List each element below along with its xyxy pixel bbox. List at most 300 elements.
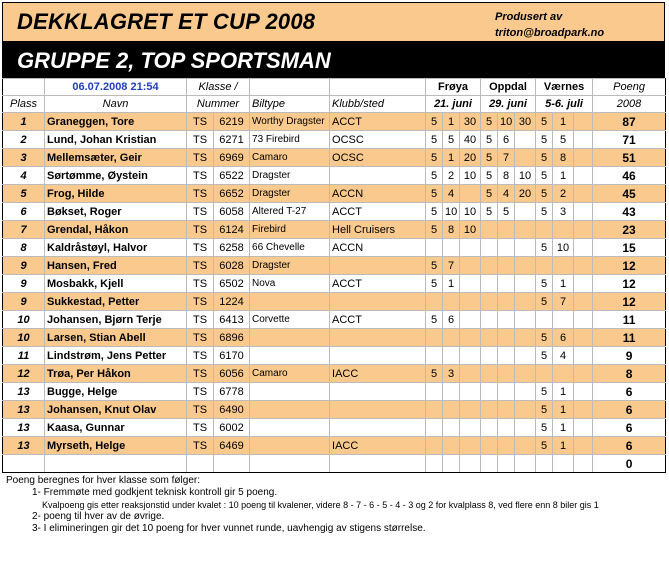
cell-e3-2 xyxy=(574,131,593,149)
cell-e1-2 xyxy=(460,185,481,203)
cell-e3-1: 8 xyxy=(553,149,574,167)
cell-e2-1 xyxy=(498,383,515,401)
cell-e1-0 xyxy=(426,347,443,365)
cell-navn: Larsen, Stian Abell xyxy=(45,329,187,347)
cell-klubb: Hell Cruisers xyxy=(330,221,426,239)
cell-klasse: TS xyxy=(187,347,214,365)
cell-plass: 13 xyxy=(3,401,45,419)
cell-nummer: 6271 xyxy=(214,131,250,149)
cell-e2-2 xyxy=(515,203,536,221)
cell-nummer: 6652 xyxy=(214,185,250,203)
cell-biltype: Firebird xyxy=(250,221,330,239)
cell-klubb: ACCT xyxy=(330,203,426,221)
cell-klubb xyxy=(330,455,426,473)
cell-nummer: 6413 xyxy=(214,311,250,329)
cell-e1-0: 5 xyxy=(426,275,443,293)
cell-klubb: ACCT xyxy=(330,311,426,329)
cell-e3-2 xyxy=(574,185,593,203)
cell-klubb xyxy=(330,383,426,401)
cell-e3-1: 5 xyxy=(553,131,574,149)
cell-e2-0: 5 xyxy=(481,149,498,167)
cell-navn: Trøa, Per Håkon xyxy=(45,365,187,383)
cell-e3-2 xyxy=(574,365,593,383)
cell-e3-0: 5 xyxy=(536,437,553,455)
cell-klasse: TS xyxy=(187,311,214,329)
cell-klasse: TS xyxy=(187,365,214,383)
cell-nummer: 6058 xyxy=(214,203,250,221)
cell-e2-0 xyxy=(481,401,498,419)
cell-e3-1: 6 xyxy=(553,329,574,347)
cell-e2-2 xyxy=(515,239,536,257)
cell-e3-0: 5 xyxy=(536,113,553,131)
cell-e2-0: 5 xyxy=(481,131,498,149)
cell-e2-2 xyxy=(515,149,536,167)
cell-e1-0: 5 xyxy=(426,167,443,185)
cell-navn: Mosbakk, Kjell xyxy=(45,275,187,293)
cell-poeng: 6 xyxy=(593,383,666,401)
cell-e3-0: 5 xyxy=(536,419,553,437)
cell-e2-1 xyxy=(498,329,515,347)
cell-klubb xyxy=(330,293,426,311)
cell-e3-1 xyxy=(553,365,574,383)
cell-e3-0 xyxy=(536,257,553,275)
cell-e2-2 xyxy=(515,311,536,329)
table-row xyxy=(3,437,666,455)
cell-e2-1 xyxy=(498,419,515,437)
cell-e2-2: 10 xyxy=(515,167,536,185)
cell-e3-2 xyxy=(574,329,593,347)
cell-e1-2 xyxy=(460,419,481,437)
cell-klasse: TS xyxy=(187,257,214,275)
cell-e1-0 xyxy=(426,383,443,401)
page-title: DEKKLAGRET ET CUP 2008 xyxy=(17,9,316,34)
cell-e3-1: 1 xyxy=(553,437,574,455)
cell-e3-0: 5 xyxy=(536,347,553,365)
cell-e1-1: 5 xyxy=(443,131,460,149)
cell-poeng: 9 xyxy=(593,347,666,365)
cell-plass: 10 xyxy=(3,311,45,329)
cell-e1-2 xyxy=(460,311,481,329)
cell-e3-2 xyxy=(574,203,593,221)
cell-biltype xyxy=(250,419,330,437)
cell-navn xyxy=(45,455,187,473)
cell-biltype xyxy=(250,293,330,311)
cell-biltype xyxy=(250,347,330,365)
cell-e1-0 xyxy=(426,419,443,437)
cell-e3-0: 5 xyxy=(536,293,553,311)
table-row xyxy=(3,293,666,311)
cell-e3-1: 7 xyxy=(553,293,574,311)
cell-e1-2 xyxy=(460,455,481,473)
cell-e2-0 xyxy=(481,383,498,401)
cell-e3-1: 3 xyxy=(553,203,574,221)
cell-plass: 6 xyxy=(3,203,45,221)
cell-navn: Kaldråstøyl, Halvor xyxy=(45,239,187,257)
cell-e3-2 xyxy=(574,221,593,239)
cell-e3-0: 5 xyxy=(536,329,553,347)
cell-e2-1: 4 xyxy=(498,185,515,203)
cell-e1-0: 5 xyxy=(426,365,443,383)
group-title: GRUPPE 2, TOP SPORTSMAN xyxy=(17,48,331,73)
cell-klasse: TS xyxy=(187,203,214,221)
cell-e2-0 xyxy=(481,257,498,275)
cell-e3-2 xyxy=(574,401,593,419)
cell-plass: 1 xyxy=(3,113,45,131)
cell-poeng: 6 xyxy=(593,437,666,455)
cell-e2-1: 6 xyxy=(498,131,515,149)
cell-e2-2 xyxy=(515,383,536,401)
cell-klasse: TS xyxy=(187,167,214,185)
cell-e3-0 xyxy=(536,221,553,239)
cell-e1-1: 6 xyxy=(443,311,460,329)
cell-e3-1: 10 xyxy=(553,239,574,257)
cell-plass: 12 xyxy=(3,365,45,383)
cell-e2-2 xyxy=(515,131,536,149)
cell-poeng: 12 xyxy=(593,275,666,293)
cell-e3-2 xyxy=(574,239,593,257)
table-row xyxy=(3,167,666,185)
cell-e2-1 xyxy=(498,347,515,365)
scoring-notes xyxy=(6,475,599,535)
cell-klasse: TS xyxy=(187,149,214,167)
cell-e2-1 xyxy=(498,275,515,293)
cell-e1-0: 5 xyxy=(426,311,443,329)
table-row xyxy=(3,113,666,131)
cell-navn: Grendal, Håkon xyxy=(45,221,187,239)
cell-nummer: 6124 xyxy=(214,221,250,239)
cell-klasse: TS xyxy=(187,293,214,311)
cell-e2-1 xyxy=(498,401,515,419)
cell-e2-2 xyxy=(515,275,536,293)
cell-e1-1: 4 xyxy=(443,185,460,203)
cell-navn: Sørtømme, Øystein xyxy=(45,167,187,185)
cell-nummer: 6002 xyxy=(214,419,250,437)
cell-e2-0 xyxy=(481,239,498,257)
column-klasse: Klasse / xyxy=(187,79,250,96)
cell-e1-1 xyxy=(443,383,460,401)
cell-navn: Lindstrøm, Jens Petter xyxy=(45,347,187,365)
cell-e3-0 xyxy=(536,455,553,473)
column-nummer: Nummer xyxy=(187,96,250,113)
cell-klubb: OCSC xyxy=(330,149,426,167)
cell-e3-0: 5 xyxy=(536,239,553,257)
cell-e2-2 xyxy=(515,365,536,383)
cell-klasse: TS xyxy=(187,113,214,131)
cell-biltype: 66 Chevelle xyxy=(250,239,330,257)
cell-e3-2 xyxy=(574,347,593,365)
table-row xyxy=(3,383,666,401)
cell-klasse: TS xyxy=(187,185,214,203)
cell-e2-2 xyxy=(515,257,536,275)
cell-e2-1: 7 xyxy=(498,149,515,167)
cell-e1-1 xyxy=(443,293,460,311)
cell-nummer: 6258 xyxy=(214,239,250,257)
cell-navn: Bøkset, Roger xyxy=(45,203,187,221)
cell-poeng: 12 xyxy=(593,257,666,275)
cell-klasse: TS xyxy=(187,383,214,401)
event-froya: Frøya xyxy=(426,79,481,96)
cell-e1-0 xyxy=(426,455,443,473)
cell-klubb xyxy=(330,167,426,185)
cell-poeng: 43 xyxy=(593,203,666,221)
cell-e2-0 xyxy=(481,437,498,455)
column-poeng: Poeng xyxy=(593,79,666,96)
cell-klubb: ACCN xyxy=(330,239,426,257)
table-row xyxy=(3,311,666,329)
cell-navn: Hansen, Fred xyxy=(45,257,187,275)
cell-e1-1 xyxy=(443,455,460,473)
cell-e1-2 xyxy=(460,401,481,419)
cell-e2-1 xyxy=(498,311,515,329)
cell-e3-0: 5 xyxy=(536,383,553,401)
table-row xyxy=(3,365,666,383)
cell-e2-1 xyxy=(498,437,515,455)
cell-plass: 9 xyxy=(3,257,45,275)
cell-nummer: 6170 xyxy=(214,347,250,365)
cell-navn: Johansen, Bjørn Terje xyxy=(45,311,187,329)
cell-e2-2 xyxy=(515,293,536,311)
cell-navn: Myrseth, Helge xyxy=(45,437,187,455)
cell-e1-1 xyxy=(443,419,460,437)
cell-biltype: Dragster xyxy=(250,167,330,185)
column-klubb: Klubb/sted xyxy=(330,96,426,113)
cell-e2-2 xyxy=(515,437,536,455)
cell-e3-0: 5 xyxy=(536,203,553,221)
cell-e3-2 xyxy=(574,149,593,167)
producer-credit xyxy=(495,9,604,41)
cell-e3-2 xyxy=(574,383,593,401)
cell-klubb: ACCT xyxy=(330,113,426,131)
cell-e2-2 xyxy=(515,221,536,239)
note-1-detail: Kvalpoeng gis etter reaksjonstid under kvalet : 10 poeng til kvalener, videre 8 - 7 - 6 - 5 - 4 - 3 og 2 for kvalplass 8, ved flere enn 8 biler gis 1 xyxy=(42,500,599,510)
note-2: 2- poeng til hver av de øvrige. xyxy=(32,511,165,522)
cell-e1-1: 10 xyxy=(443,203,460,221)
cell-e1-0 xyxy=(426,293,443,311)
cell-e3-2 xyxy=(574,167,593,185)
cell-klubb xyxy=(330,329,426,347)
cell-e2-2 xyxy=(515,401,536,419)
cell-plass xyxy=(3,455,45,473)
cell-e2-2: 20 xyxy=(515,185,536,203)
cell-e1-0: 5 xyxy=(426,131,443,149)
cell-e1-2: 30 xyxy=(460,113,481,131)
cell-biltype: Camaro xyxy=(250,365,330,383)
cell-klasse: TS xyxy=(187,401,214,419)
cell-klubb xyxy=(330,347,426,365)
cell-plass: 10 xyxy=(3,329,45,347)
cell-plass: 4 xyxy=(3,167,45,185)
cell-e2-1 xyxy=(498,221,515,239)
cell-e2-2 xyxy=(515,329,536,347)
cell-e1-1 xyxy=(443,239,460,257)
cell-e1-0: 5 xyxy=(426,185,443,203)
event-oppdal: Oppdal xyxy=(481,79,536,96)
cell-e1-2 xyxy=(460,347,481,365)
cell-plass: 11 xyxy=(3,347,45,365)
cell-e2-0 xyxy=(481,275,498,293)
cell-poeng: 45 xyxy=(593,185,666,203)
cell-nummer: 6778 xyxy=(214,383,250,401)
cell-e3-1: 1 xyxy=(553,419,574,437)
cell-biltype: Camaro xyxy=(250,149,330,167)
cell-poeng: 6 xyxy=(593,419,666,437)
cell-e2-0 xyxy=(481,455,498,473)
cell-poeng: 23 xyxy=(593,221,666,239)
table-row xyxy=(3,455,666,473)
cell-e3-1: 1 xyxy=(553,383,574,401)
cell-nummer: 6896 xyxy=(214,329,250,347)
cell-e2-0 xyxy=(481,221,498,239)
cell-e2-2: 30 xyxy=(515,113,536,131)
cell-klubb: ACCT xyxy=(330,275,426,293)
cell-e3-1: 4 xyxy=(553,347,574,365)
cell-e1-2 xyxy=(460,275,481,293)
cell-e1-1: 1 xyxy=(443,149,460,167)
cell-klasse: TS xyxy=(187,419,214,437)
cell-e3-0: 5 xyxy=(536,149,553,167)
cell-poeng: 11 xyxy=(593,311,666,329)
cell-klubb: ACCN xyxy=(330,185,426,203)
cell-klasse: TS xyxy=(187,221,214,239)
cell-klasse: TS xyxy=(187,329,214,347)
cell-e2-1 xyxy=(498,293,515,311)
cell-biltype xyxy=(250,329,330,347)
cell-e2-0: 5 xyxy=(481,113,498,131)
cell-klasse: TS xyxy=(187,131,214,149)
cell-e2-0: 5 xyxy=(481,203,498,221)
report-date: 06.07.2008 21:54 xyxy=(45,79,187,96)
table-row xyxy=(3,275,666,293)
note-3: 3- I elimineringen gir det 10 poeng for hver vunnet runde, uavhengig av stigens størrelse. xyxy=(32,523,426,534)
cell-biltype: Altered T-27 xyxy=(250,203,330,221)
cell-e1-2 xyxy=(460,365,481,383)
cell-e3-1 xyxy=(553,311,574,329)
cell-klubb: IACC xyxy=(330,365,426,383)
cell-nummer: 6490 xyxy=(214,401,250,419)
cell-e1-1 xyxy=(443,329,460,347)
cell-e1-2: 40 xyxy=(460,131,481,149)
cell-navn: Frog, Hilde xyxy=(45,185,187,203)
cell-e1-1 xyxy=(443,401,460,419)
cell-nummer: 6502 xyxy=(214,275,250,293)
cell-e3-0: 5 xyxy=(536,275,553,293)
cell-e1-2: 20 xyxy=(460,149,481,167)
cell-poeng: 15 xyxy=(593,239,666,257)
cell-e2-1 xyxy=(498,239,515,257)
cell-e1-0: 5 xyxy=(426,113,443,131)
cell-e2-1: 8 xyxy=(498,167,515,185)
column-poeng-year: 2008 xyxy=(593,96,666,113)
cell-nummer: 6469 xyxy=(214,437,250,455)
note-1: 1- Fremmøte med godkjent teknisk kontroll gir 5 poeng. xyxy=(32,487,278,498)
cell-nummer: 6056 xyxy=(214,365,250,383)
cell-e3-0 xyxy=(536,365,553,383)
producer-label: Produsert av xyxy=(495,11,563,23)
cell-klubb: IACC xyxy=(330,437,426,455)
cell-klasse: TS xyxy=(187,437,214,455)
cell-e1-1: 1 xyxy=(443,275,460,293)
cell-e1-2: 10 xyxy=(460,167,481,185)
cell-biltype xyxy=(250,437,330,455)
cell-e3-1 xyxy=(553,257,574,275)
cell-biltype: Dragster xyxy=(250,257,330,275)
cell-poeng: 51 xyxy=(593,149,666,167)
cell-e1-1: 3 xyxy=(443,365,460,383)
table-row xyxy=(3,239,666,257)
cell-e3-1 xyxy=(553,455,574,473)
table-row xyxy=(3,131,666,149)
cell-biltype: Dragster xyxy=(250,185,330,203)
cell-e1-0: 5 xyxy=(426,203,443,221)
table-row xyxy=(3,329,666,347)
cell-e2-0 xyxy=(481,347,498,365)
notes-intro: Poeng beregnes for hver klasse som følger: xyxy=(6,475,200,486)
results-table xyxy=(2,78,666,473)
column-biltype: Biltype xyxy=(250,96,330,113)
cell-klubb: OCSC xyxy=(330,131,426,149)
table-row xyxy=(3,203,666,221)
cell-e3-0: 5 xyxy=(536,167,553,185)
cell-nummer: 6969 xyxy=(214,149,250,167)
cell-e3-2 xyxy=(574,455,593,473)
cell-e3-2 xyxy=(574,113,593,131)
cell-navn: Graneggen, Tore xyxy=(45,113,187,131)
cell-poeng: 12 xyxy=(593,293,666,311)
cell-e3-2 xyxy=(574,275,593,293)
cell-e3-2 xyxy=(574,311,593,329)
cell-plass: 13 xyxy=(3,437,45,455)
header-row-1 xyxy=(3,79,666,96)
cell-klubb xyxy=(330,401,426,419)
cell-e3-1: 1 xyxy=(553,275,574,293)
cell-plass: 13 xyxy=(3,383,45,401)
cell-e1-0 xyxy=(426,329,443,347)
cell-e1-1 xyxy=(443,347,460,365)
cell-e3-1: 1 xyxy=(553,167,574,185)
cell-biltype: Worthy Dragster xyxy=(250,113,330,131)
cell-e1-1: 2 xyxy=(443,167,460,185)
cell-e2-0 xyxy=(481,311,498,329)
cell-e2-2 xyxy=(515,347,536,365)
cell-e1-0 xyxy=(426,239,443,257)
cell-navn: Mellemsæter, Geir xyxy=(45,149,187,167)
cell-e3-1 xyxy=(553,221,574,239)
table-row xyxy=(3,401,666,419)
cell-navn: Bugge, Helge xyxy=(45,383,187,401)
cell-e3-2 xyxy=(574,257,593,275)
cell-e3-2 xyxy=(574,419,593,437)
cell-plass: 9 xyxy=(3,293,45,311)
cell-navn: Kaasa, Gunnar xyxy=(45,419,187,437)
cell-poeng: 8 xyxy=(593,365,666,383)
cell-klasse xyxy=(187,455,214,473)
cell-plass: 9 xyxy=(3,275,45,293)
cell-e3-0: 5 xyxy=(536,185,553,203)
cell-e2-1: 10 xyxy=(498,113,515,131)
table-row xyxy=(3,185,666,203)
header-bar xyxy=(2,2,665,42)
cell-e2-0 xyxy=(481,293,498,311)
cell-poeng: 71 xyxy=(593,131,666,149)
event-froya-date: 21. juni xyxy=(426,96,481,113)
cell-e1-2 xyxy=(460,437,481,455)
table-row xyxy=(3,257,666,275)
cell-e3-1: 1 xyxy=(553,113,574,131)
cell-plass: 5 xyxy=(3,185,45,203)
cell-e1-2 xyxy=(460,257,481,275)
cell-poeng: 87 xyxy=(593,113,666,131)
cell-e2-1 xyxy=(498,257,515,275)
